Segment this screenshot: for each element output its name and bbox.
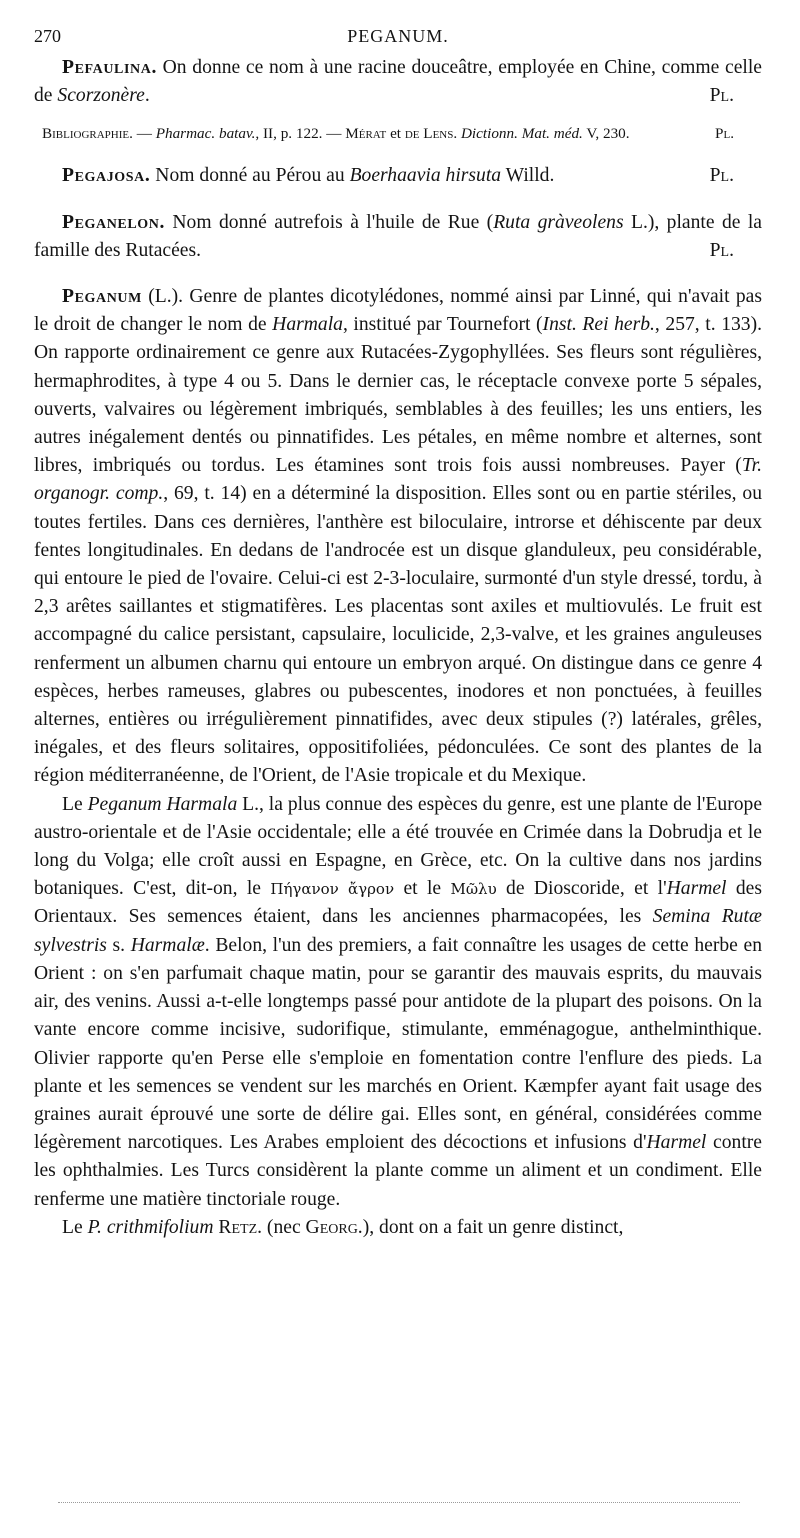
running-head (34, 22, 762, 54)
headword-pegajosa: Pegajosa. (62, 165, 151, 187)
page-number: 270 (34, 26, 61, 46)
author-signature: Pl. (715, 125, 734, 143)
headword-peganum: Peganum (62, 286, 142, 308)
dictionary-page (34, 22, 762, 1242)
author-signature: Pl. (709, 239, 734, 261)
entry-pefaulina: Pefaulina. On donne ce nom à une racine douceâtre, employée en Chine, comme celle de Scorzonère. Pl. (34, 54, 762, 110)
peganum-paragraph-3: Le P. crithmifolium Retz. (nec Georg.), dont on a fait un genre distinct, (62, 1216, 624, 1238)
greek-text: Μῶλυ (450, 880, 497, 899)
author-signature: Pl. (709, 165, 734, 187)
running-title: PEGANUM. (347, 26, 449, 46)
headword-peganelon: Peganelon. (62, 211, 165, 233)
bibliography-label: Bibliographie. (42, 125, 133, 143)
peganum-paragraph-1: Peganum (L.). Genre de plantes dicotylédones, nommé ainsi par Linné, qui n'avait pas le droit de changer le nom de Harmala, institué par Tournefort (Inst. Rei herb., 257, t. 133). On rapporte ordinairement ce genre aux Rutacées-Zygophyllées. Ses fleurs sont régulières, hermaphrodites, à type 4 ou 5. Dans le dernier cas, le réceptacle convexe porte 5 sépales, ouverts, valvaires ou légèrement imbriqués, semblables à des feuilles; les uns entiers, les autres inégalement dentés ou pinnatifides. Les pétales, en même nombre et alternes, sont libres, imbriqués ou tordus. Les étamines sont trois fois aussi nombreuses. Payer (Tr. organogr. comp., 69, t. 14) en a déterminé la disposition. Elles sont ou en partie stériles, ou toutes fertiles. Dans ces dernières, l'anthère est biloculaire, introrse et déhiscente par deux fentes longitudinales. En dedans de l'androcée est un disque glanduleux, peu considérable, qui entoure le pied de l'ovaire. Celui-ci est 2-3-loculaire, surmonté d'un style dressé, tordu, à 2,3 arêtes saillantes et stigmatifères. Les placentas sont axiles et multiovulés. Le fruit est accompagné du calice persistant, capsulaire, loculicide, 2,3-valve, et les graines anguleuses renferment un albumen charnu qui entoure un embryon arqué. On distingue dans ce genre 4 espèces, herbes rameuses, glabres ou pubescentes, inodores et non ponctuées, à feuilles alternes, entières ou irrégulièrement pinnatifides, avec deux stipules (?) latérales, grêles, inégales, et des fleurs solitaires, oppositifoliées, pédonculées. Ce sont des plantes de la région méditerranéenne, de l'Orient, de l'Asie tropicale et du Mexique. (34, 286, 763, 787)
entry-pegajosa: Pegajosa. Nom donné au Pérou au Boerhaavia hirsuta Willd. Pl. (34, 162, 762, 190)
headword-pefaulina: Pefaulina. (62, 57, 157, 78)
peganum-paragraph-2: Le Peganum Harmala L., la plus connue des espèces du genre, est une plante de l'Europe austro-orientale et de l'Asie occidentale; elle a été trouvée en Crimée dans la Dobrudja et le long du Volga; elle croît aussi en Espagne, en Grèce, etc. On la cultive dans nos jardins botaniques. C'est, dit-on, le Πήγανον ἄγρον et le Μῶλυ de Dioscoride, et l'Harmel des Orientaux. Ses semences étaient, dans les anciennes pharmacopées, les Semina Rutæ sylvestris s. Harmalæ. Belon, l'un des premiers, a fait connaître les usages de cette herbe en Orient : on s'en parfumait chaque matin, pour se garantir des mauvais esprits, du mauvais air, des venins. Aussi a-t-elle longtemps passé pour antidote de la plupart des poisons. On la vante encore comme incisive, sudorifique, stimulante, emménagogue, anthelminthique. Olivier rapporte qu'en Perse elle s'emploie en fomentation contre l'enflure des pieds. La plante et les semences se vendent sur les marchés en Orient. Kæmpfer ayant fait usage des graines aurait éprouvé une sorte de délire gai. Elles sont, en général, considérées comme légèrement narcotiques. Les Arabes emploient des décoctions et infusions d'Harmel contre les ophthalmies. Les Turcs considèrent la plante comme un aliment et un condiment. Elle renferme une matière tinctoriale rouge. (34, 793, 763, 1210)
entry-peganum (34, 283, 762, 1242)
bibliography-pefaulina: Bibliographie. — Pharmac. batav., II, p. 122. — Mérat et de Lens. Dictionn. Mat. méd. V, 230. Pl. (42, 125, 734, 143)
page-footer-rule (58, 1502, 740, 1511)
greek-text: Πήγανον ἄγρον (270, 880, 395, 899)
entry-peganelon: Peganelon. Nom donné autrefois à l'huile de Rue (Ruta gràveolens L.), plante de la famille des Rutacées. Pl. (34, 209, 762, 265)
author-signature: Pl. (709, 85, 734, 107)
